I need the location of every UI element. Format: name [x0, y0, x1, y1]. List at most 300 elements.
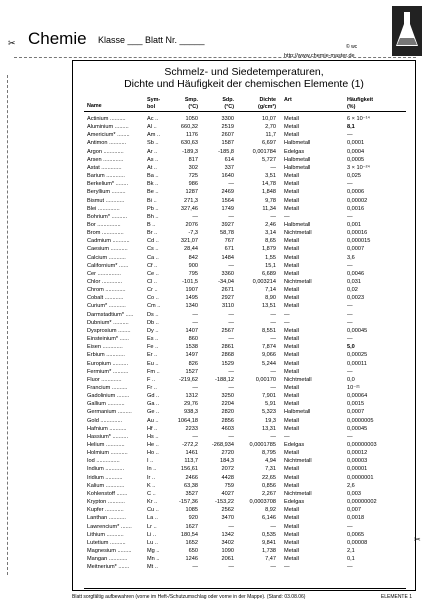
cell-art: Metall	[284, 262, 299, 269]
cell-symbol: Ds ..	[147, 311, 159, 318]
cell-haeufigkeit: 0,00000003	[347, 442, 377, 448]
cell-haeufigkeit: 0,00045	[347, 425, 368, 432]
cell-symbol: Ca ..	[147, 254, 159, 261]
cell-haeufigkeit: 0,0005	[347, 156, 365, 163]
cell-name: Fermium* ..........	[87, 368, 129, 375]
cell-sdp: 2720	[221, 450, 234, 457]
cell-symbol: B ..	[147, 221, 156, 228]
cell-name: Dubnium* ..........	[87, 319, 129, 326]
cell-name: Gallium ...........	[87, 401, 125, 408]
cell-smp: -189,3	[182, 148, 198, 155]
cell-sdp: 3300	[221, 116, 234, 122]
page-title	[72, 66, 416, 90]
cell-smp: 1312	[185, 393, 198, 400]
cell-haeufigkeit: 0,0015	[347, 401, 365, 408]
cell-art: Metall	[284, 336, 299, 343]
cell-dichte: 7,14	[265, 287, 276, 294]
cell-smp: 920	[188, 515, 198, 522]
cell-art: Metall	[284, 482, 299, 489]
cell-sdp: 1342	[221, 531, 234, 538]
cell-name: Californium* ......	[87, 262, 129, 269]
cell-symbol: He ..	[147, 442, 159, 448]
cell-sdp: —	[228, 433, 234, 440]
cell-symbol: Ba ..	[147, 173, 159, 180]
cell-name: Gold ..............	[87, 417, 123, 424]
cell-symbol: Dy ..	[147, 327, 159, 334]
cell-symbol: Pb ..	[147, 205, 159, 212]
cell-name: Dysprosium ........	[87, 327, 131, 334]
cell-dichte: 2,267	[262, 490, 276, 497]
cell-smp: 271,3	[184, 197, 198, 204]
cell-sdp: 2820	[221, 409, 234, 416]
cell-smp: -101,5	[182, 279, 198, 285]
cell-smp: 1907	[185, 287, 198, 294]
cell-name: Germanium .........	[87, 409, 132, 416]
cell-haeufigkeit: 0,00001	[347, 466, 368, 473]
cell-art: Metall	[284, 523, 299, 530]
cell-haeufigkeit: 0,00012	[347, 450, 368, 457]
cell-sdp: 337	[224, 164, 234, 171]
cell-name: Mangan ............	[87, 556, 128, 563]
cell-dichte: 10,07	[262, 116, 276, 122]
cell-haeufigkeit: 5,0	[347, 344, 355, 351]
cell-sdp: -268,934	[211, 442, 234, 448]
cell-symbol: Bh ..	[147, 213, 159, 220]
cell-sdp: 2927	[221, 295, 234, 302]
cell-haeufigkeit: 2,6	[347, 482, 355, 489]
cell-art: Metall	[284, 352, 299, 359]
cell-symbol: Cm ..	[147, 303, 161, 310]
cell-name: Americium* ........	[87, 132, 130, 139]
cell-haeufigkeit: 3,6	[347, 254, 355, 261]
cell-sdp: 2607	[221, 132, 234, 139]
cell-symbol: C ..	[147, 490, 156, 497]
cell-art: Metall	[284, 450, 299, 457]
cell-haeufigkeit: —	[347, 311, 353, 318]
cell-haeufigkeit: 0,0007	[347, 246, 365, 253]
cell-dichte: 9,841	[262, 539, 276, 546]
cell-symbol: Ga ..	[147, 401, 160, 408]
cell-art: —	[284, 433, 290, 440]
cell-name: Iod ...............	[87, 458, 120, 465]
cell-sdp: 3927	[221, 221, 234, 228]
cell-dichte: 2,46	[265, 221, 276, 228]
cell-symbol: Eu ..	[147, 360, 159, 367]
cell-haeufigkeit: 0,007	[347, 507, 361, 514]
cell-sdp: 184,3	[220, 458, 234, 465]
cell-art: —	[284, 213, 290, 220]
cell-sdp: 58,78	[220, 230, 234, 237]
cell-sdp: 2204	[221, 401, 234, 408]
cell-smp: 986	[188, 181, 198, 188]
cell-symbol: Cr ..	[147, 287, 158, 294]
cell-name: Calcium ...........	[87, 254, 126, 261]
column-header-name: Name	[87, 103, 102, 109]
cell-haeufigkeit: 0,00025	[347, 352, 368, 359]
cell-symbol: Li ..	[147, 531, 157, 538]
cell-smp: 3527	[185, 490, 198, 497]
cell-haeufigkeit: 0,0000005	[347, 417, 374, 424]
cell-symbol: Mn ..	[147, 556, 160, 563]
cell-name: Europium ..........	[87, 360, 129, 367]
cell-dichte: —	[270, 164, 276, 171]
cell-art: Edelgas	[284, 442, 305, 448]
cell-symbol: Au ..	[147, 417, 159, 424]
cell-haeufigkeit: —	[347, 336, 353, 343]
cell-haeufigkeit: —	[347, 433, 353, 440]
cell-art: Nichtmetall	[284, 230, 312, 237]
cell-symbol: Mg ..	[147, 547, 160, 554]
cell-sdp: 3470	[221, 515, 234, 522]
cell-sdp: -185,8	[218, 148, 234, 155]
cell-dichte: 0,0003708	[249, 499, 276, 506]
cell-smp: 1461	[185, 450, 198, 457]
cell-sdp: 2061	[221, 556, 234, 563]
cell-smp: 1497	[185, 352, 198, 359]
cell-symbol: Fe ..	[147, 344, 159, 351]
cell-symbol: As ..	[147, 156, 159, 163]
cell-sdp: 3402	[221, 539, 234, 546]
cell-name: Helium ............	[87, 442, 125, 448]
cell-art: Metall	[284, 327, 299, 334]
cell-dichte: 8,65	[265, 238, 276, 245]
column-header-sdp: Sdp. (°C)	[222, 97, 234, 110]
cell-dichte: —	[270, 523, 276, 530]
cell-smp: 817	[188, 156, 198, 163]
cell-smp: 826	[188, 360, 198, 367]
cell-haeufigkeit: 0,00011	[347, 360, 367, 367]
cell-symbol: Co ..	[147, 295, 159, 302]
cell-haeufigkeit: 0,1	[347, 556, 355, 563]
cell-smp: 1085	[185, 507, 198, 514]
cell-dichte: 13,31	[262, 425, 276, 432]
cell-haeufigkeit: 0,003	[347, 490, 361, 497]
cell-sdp: —	[228, 384, 234, 391]
cell-art: Metall	[284, 254, 299, 261]
cell-dichte: —	[270, 311, 276, 318]
cell-sdp: 1484	[221, 254, 234, 261]
cell-symbol: Cd ..	[147, 238, 159, 245]
cell-symbol: Db ..	[147, 319, 159, 326]
cell-sdp: 767	[224, 238, 234, 245]
cell-name: Lanthan ...........	[87, 515, 126, 522]
cell-smp: —	[192, 384, 198, 391]
cell-smp: 28,44	[184, 246, 198, 253]
cell-sdp: 2856	[221, 417, 234, 424]
cell-symbol: At ..	[147, 164, 157, 171]
cell-haeufigkeit: 0,0018	[347, 515, 365, 522]
cell-dichte: 11,7	[265, 132, 276, 139]
cell-haeufigkeit: 2,1	[347, 547, 355, 554]
cell-smp: 302	[188, 164, 198, 171]
cell-symbol: Cl ..	[147, 279, 157, 285]
cell-name: Lutetium ..........	[87, 539, 126, 546]
cell-art: Metall	[284, 344, 299, 351]
cell-smp: 1652	[185, 539, 198, 546]
cell-symbol: In ..	[147, 466, 157, 473]
cell-haeufigkeit: 0,00016	[347, 230, 368, 237]
cell-sdp: 3110	[221, 303, 234, 310]
cell-haeufigkeit: 0,025	[347, 173, 361, 180]
cell-dichte: 8,795	[262, 450, 276, 457]
cell-smp: 795	[188, 270, 198, 277]
cell-dichte: 19,3	[265, 417, 276, 424]
cell-name: Barium ............	[87, 173, 125, 180]
cell-haeufigkeit: 0,0046	[347, 270, 365, 277]
cell-haeufigkeit: 0,00045	[347, 327, 368, 334]
cell-art: —	[284, 319, 290, 326]
cell-smp: 156,61	[180, 466, 198, 473]
cell-dichte: 1,879	[262, 246, 276, 253]
cell-smp: 1538	[185, 344, 198, 351]
cell-art: Metall	[284, 116, 299, 122]
cell-sdp: —	[228, 368, 234, 375]
cell-dichte: 0,001784	[252, 148, 276, 155]
cell-art: Metall	[284, 270, 299, 277]
cell-sdp: —	[228, 336, 234, 343]
cell-art: Metall	[284, 238, 299, 245]
cell-art: Metall	[284, 197, 299, 204]
cell-smp: 1407	[185, 327, 198, 334]
cell-symbol: Kr ..	[147, 499, 158, 506]
cell-symbol: Gd ..	[147, 393, 160, 400]
cell-name: Einsteinium* ......	[87, 336, 129, 343]
cell-sdp: 1529	[221, 360, 234, 367]
cell-name: Erbium ............	[87, 352, 125, 359]
cell-haeufigkeit: —	[347, 303, 353, 310]
brand-title: Chemie	[28, 29, 87, 48]
cell-smp: 2466	[185, 474, 198, 481]
cell-smp: 29,76	[184, 401, 198, 408]
website-url[interactable]: http://www.chemie-master.de	[284, 53, 355, 59]
cell-dichte: 7,31	[265, 466, 276, 473]
cell-haeufigkeit: —	[347, 319, 353, 326]
cell-smp: 1050	[185, 116, 198, 122]
footer-note: Blatt sorgfältig aufbewahren (vorne im Heft-/Schutzumschlag oder vorne in der Mappe).	[72, 594, 266, 600]
cell-haeufigkeit: 0,00002	[347, 197, 368, 204]
cell-name: Cobalt ............	[87, 295, 124, 302]
column-header-symbol: Sym- bol	[147, 97, 161, 110]
cell-haeufigkeit: 0,0006	[347, 189, 365, 196]
cell-art: Metall	[284, 189, 299, 196]
cell-name: Cer ...............	[87, 270, 121, 277]
cell-symbol: Sb ..	[147, 140, 159, 147]
cell-dichte: 0,00170	[255, 376, 276, 383]
cell-symbol: Ac ..	[147, 116, 159, 122]
cell-sdp: 759	[224, 482, 234, 489]
cell-art: Nichtmetall	[284, 490, 312, 497]
header-rule	[84, 111, 406, 112]
footer-date: (Stand: 03.08.06)	[266, 594, 306, 600]
cell-sdp: 671	[224, 246, 234, 253]
cell-art: —	[284, 564, 290, 571]
cell-dichte: —	[270, 336, 276, 343]
cell-dichte: 6,689	[262, 270, 276, 277]
cell-name: Gadolinium ........	[87, 393, 130, 400]
cell-sdp: 1587	[221, 140, 234, 147]
cell-art: Metall	[284, 384, 299, 391]
cell-symbol: Al ..	[147, 124, 157, 131]
cell-art: Halbmetall	[284, 164, 311, 171]
cell-haeufigkeit: —	[347, 368, 353, 375]
cell-name: Aluminium .........	[87, 124, 129, 131]
cell-symbol: Ir ..	[147, 474, 156, 481]
cell-sdp: -188,12	[215, 376, 234, 383]
cell-dichte: —	[270, 433, 276, 440]
cell-name: Hafnium ...........	[87, 425, 127, 432]
cell-name: Fluor .............	[87, 376, 122, 383]
scissors-icon: ✂	[8, 38, 16, 48]
cell-smp: 842	[188, 254, 198, 261]
cell-dichte: 0,856	[262, 482, 276, 489]
cell-sdp: 3360	[221, 270, 234, 277]
cell-name: Cadmium ...........	[87, 238, 130, 245]
cell-dichte: 7,874	[262, 344, 276, 351]
cell-smp: 660,32	[180, 124, 198, 131]
cell-smp: 113,7	[184, 458, 198, 465]
column-header-dichte: Dichte (g/cm³)	[258, 97, 276, 110]
cell-haeufigkeit: 0,0004	[347, 148, 365, 155]
cell-dichte: 0,535	[262, 531, 276, 538]
cell-haeufigkeit: 0,0001	[347, 140, 365, 147]
cell-dichte: —	[270, 564, 276, 571]
cell-name: Lithium ...........	[87, 531, 124, 538]
cell-art: Metall	[284, 287, 299, 294]
cell-sdp: 4027	[221, 490, 234, 497]
cell-dichte: 8,92	[265, 507, 276, 514]
cell-art: Halbmetall	[284, 140, 311, 147]
cell-symbol: La ..	[147, 515, 158, 522]
cell-dichte: —	[270, 319, 276, 326]
cell-smp: 1246	[185, 556, 198, 563]
title-line-1: Schmelz- und Siedetemperaturen,	[164, 66, 324, 78]
cell-art: Metall	[284, 393, 299, 400]
cell-haeufigkeit: 0,0	[347, 376, 355, 383]
cell-name: Chlor .............	[87, 279, 123, 285]
cell-haeufigkeit: 0,00064	[347, 393, 368, 400]
cell-name: Kupfer ............	[87, 507, 124, 514]
cell-symbol: Be ..	[147, 189, 159, 196]
cell-art: Edelgas	[284, 148, 305, 155]
cell-haeufigkeit: 0,00008	[347, 539, 368, 546]
cell-name: Bohrium* ..........	[87, 213, 128, 220]
cell-name: Antimon ...........	[87, 140, 127, 147]
cell-symbol: Ge ..	[147, 409, 160, 416]
cell-art: Metall	[284, 401, 299, 408]
cell-name: Magnesium .........	[87, 547, 132, 554]
cell-smp: 2076	[185, 221, 198, 228]
cell-haeufigkeit: 0,001	[347, 221, 361, 228]
cell-sdp: 2671	[221, 287, 234, 294]
cell-dichte: 3,14	[265, 230, 276, 237]
cell-smp: —	[192, 311, 198, 318]
cell-smp: 860	[188, 336, 198, 343]
cell-sdp: 2072	[221, 466, 234, 473]
cell-smp: 900	[188, 262, 198, 269]
cell-sdp: 3250	[221, 393, 234, 400]
cell-dichte: 3,51	[265, 173, 276, 180]
cell-sdp: —	[228, 262, 234, 269]
cell-symbol: Mt ..	[147, 564, 158, 571]
cell-smp: —	[192, 564, 198, 571]
header-divider	[14, 57, 416, 58]
cell-name: Iridium ...........	[87, 474, 123, 481]
cell-dichte: 0,003214	[252, 279, 276, 285]
cell-dichte: 7,47	[265, 556, 276, 563]
cell-symbol: Cs ..	[147, 246, 159, 253]
cell-name: Astat .............	[87, 164, 122, 171]
cell-smp: 63,38	[184, 482, 198, 489]
cell-haeufigkeit: —	[347, 213, 353, 220]
cell-dichte: —	[270, 213, 276, 220]
cell-dichte: 9,066	[262, 352, 276, 359]
cell-name: Eisen .............	[87, 344, 123, 351]
cell-sdp: 2469	[221, 189, 234, 196]
cell-haeufigkeit: 0,0000001	[347, 474, 374, 481]
cell-haeufigkeit: —	[347, 523, 353, 530]
column-header-art: Art	[284, 97, 292, 103]
klasse-blatt-label: Klasse ___ Blatt Nr. _____	[98, 35, 205, 45]
cell-smp: —	[192, 433, 198, 440]
cell-dichte: 5,91	[265, 401, 276, 408]
cell-name: Bismut ............	[87, 197, 125, 204]
cell-smp: —	[192, 319, 198, 326]
cell-name: Darmstadtium* .....	[87, 311, 134, 318]
cell-sdp: -34,04	[218, 279, 234, 285]
cell-smp: 327,46	[180, 205, 198, 212]
cell-dichte: 9,78	[265, 197, 276, 204]
cell-haeufigkeit: —	[347, 181, 353, 188]
cell-name: Caesium ...........	[87, 246, 128, 253]
cell-smp: 630,63	[180, 140, 198, 147]
cell-name: Chrom .............	[87, 287, 126, 294]
cell-sdp: 2519	[221, 124, 234, 131]
cell-name: Krypton ...........	[87, 499, 125, 506]
cell-haeufigkeit: —	[347, 262, 353, 269]
cell-name: Hassium* ..........	[87, 433, 129, 440]
cell-haeufigkeit: 6 × 10⁻¹⁴	[347, 116, 370, 122]
cell-name: Kalium ............	[87, 482, 125, 489]
cell-smp: 938,3	[184, 409, 198, 416]
cell-smp: 1287	[185, 189, 198, 196]
cell-haeufigkeit: 0,0023	[347, 295, 365, 302]
cell-art: Nichtmetall	[284, 376, 312, 383]
cell-symbol: I ..	[147, 458, 154, 465]
cell-sdp: —	[228, 311, 234, 318]
cell-art: Halbmetall	[284, 221, 311, 228]
cell-sdp: —	[228, 319, 234, 326]
cell-name: Holmium ...........	[87, 450, 128, 457]
cell-symbol: Bk ..	[147, 181, 159, 188]
cell-symbol: Ar ..	[147, 148, 158, 155]
cell-smp: -272,2	[182, 442, 198, 448]
cell-dichte: 5,244	[262, 360, 276, 367]
cell-dichte: 0,0001785	[249, 442, 276, 448]
cell-art: Nichtmetall	[284, 458, 312, 465]
cell-smp: -219,62	[179, 376, 198, 383]
page-header	[6, 4, 424, 60]
cell-sdp: 2868	[221, 352, 234, 359]
cell-symbol: K ..	[147, 482, 156, 489]
cell-dichte: 8,551	[262, 327, 276, 334]
bottom-rule	[84, 588, 406, 589]
cell-sdp: 4428	[221, 474, 234, 481]
cell-name: Indium ............	[87, 466, 124, 473]
cell-symbol: Hf ..	[147, 425, 158, 432]
cell-dichte: 8,90	[265, 295, 276, 302]
cell-name: Beryllium .........	[87, 189, 126, 196]
cell-smp: 1176	[185, 132, 198, 139]
